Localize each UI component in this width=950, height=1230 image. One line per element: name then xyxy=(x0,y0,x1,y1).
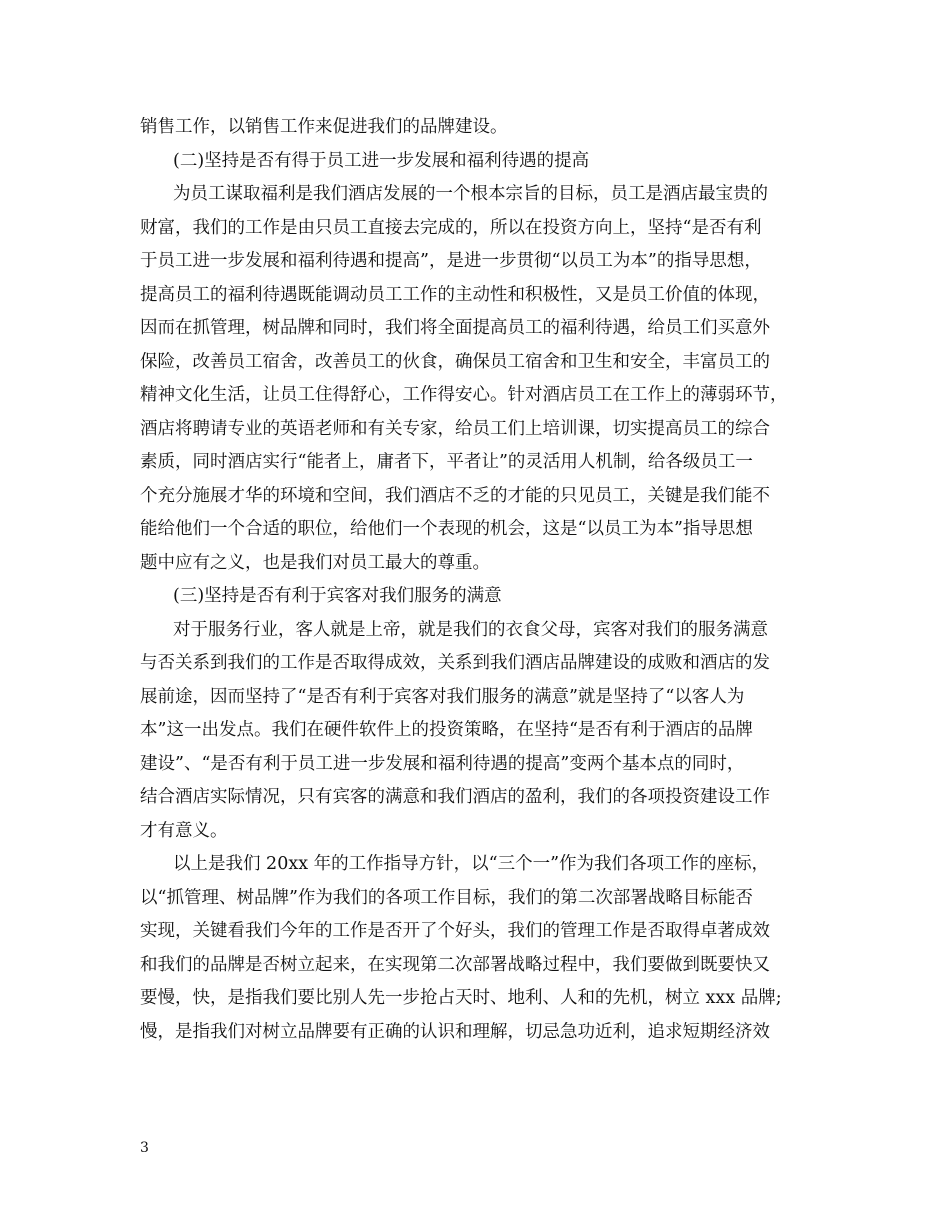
text-line: 精神文化生活，让员工住得舒心，工作得安心。针对酒店员工在工作上的薄弱环节， xyxy=(140,385,788,405)
text-line: (二)坚持是否有得于员工进一步发展和福利待遇的提高 xyxy=(173,150,590,171)
text-line: 本”这一出发点。我们在硬件软件上的投资策略，在坚持“是否有利于酒店的品牌 xyxy=(140,720,753,740)
text-line: 保险，改善员工宿舍，改善员工的伙食，确保员工宿舍和卫生和安全，丰富员工的 xyxy=(140,351,770,372)
text-line: 要慢，快，是指我们要比别人先一步抢占天时、地利、人和的先机，树立 xxx 品牌; xyxy=(140,988,782,1008)
text-line: 于员工进一步发展和福利待遇和提高”，是进一步贯彻“以员工为本”的指导思想， xyxy=(140,251,762,271)
page-number: 3 xyxy=(140,1140,149,1156)
text-line: 慢，是指我们对树立品牌要有正确的认识和理解，切忌急功近利，追求短期经济效 xyxy=(140,1021,770,1042)
text-line: (三)坚持是否有利于宾客对我们服务的满意 xyxy=(173,586,502,606)
text-line: 和我们的品牌是否树立起来，在实现第二次部署战略过程中，我们要做到既要快又 xyxy=(140,954,770,975)
text-line: 与否关系到我们的工作是否取得成效，关系到我们酒店品牌建设的成败和酒店的发 xyxy=(140,653,770,673)
text-line: 以上是我们 20xx 年的工作指导方针，以“三个一”作为我们各项工作的座标， xyxy=(173,854,770,874)
text-line: 因而在抓管理，树品牌和同时，我们将全面提高员工的福利待遇，给员工们买意外 xyxy=(140,318,770,338)
text-line: 题中应有之义，也是我们对员工最大的尊重。 xyxy=(140,552,490,573)
text-line: 财富，我们的工作是由只员工直接去完成的，所以在投资方向上，坚持“是否有利 xyxy=(140,217,762,238)
text-line: 为员工谋取福利是我们酒店发展的一个根本宗旨的目标，员工是酒店最宝贵的 xyxy=(173,184,768,204)
text-line: 素质，同时酒店实行“能者上，庸者下，平者让”的灵活用人机制，给各级员工一 xyxy=(140,452,753,472)
text-line: 酒店将聘请专业的英语老师和有关专家，给员工们上培训课，切实提高员工的综合 xyxy=(140,418,770,439)
text-line: 能给他们一个合适的职位，给他们一个表现的机会，这是“以员工为本”指导思想 xyxy=(140,519,753,539)
text-line: 个充分施展才华的环境和空间，我们酒店不乏的才能的只见员工，关键是我们能不 xyxy=(140,485,770,506)
text-line: 销售工作，以销售工作来促进我们的品牌建设。 xyxy=(140,117,508,137)
text-line: 结合酒店实际情况，只有宾客的满意和我们酒店的盈利，我们的各项投资建设工作 xyxy=(140,787,770,807)
text-line: 提高员工的福利待遇既能调动员工工作的主动性和积极性，又是员工价值的体现， xyxy=(140,284,770,305)
text-line: 展前途，因而坚持了“是否有利于宾客对我们服务的满意”就是坚持了“以客人为 xyxy=(140,686,745,707)
text-line: 实现，关键看我们今年的工作是否开了个好头，我们的管理工作是否取得卓著成效 xyxy=(140,921,770,941)
document-body xyxy=(140,111,810,1049)
text-line: 以“抓管理、树品牌”作为我们的各项工作目标，我们的第二次部署战略目标能否 xyxy=(140,887,753,908)
text-line: 建设”、“是否有利于员工进一步发展和福利待遇的提高”变两个基本点的同时， xyxy=(140,753,745,774)
text-line: 对于服务行业，客人就是上帝，就是我们的衣食父母，宾客对我们的服务满意 xyxy=(173,619,768,640)
text-line: 才有意义。 xyxy=(140,820,228,841)
